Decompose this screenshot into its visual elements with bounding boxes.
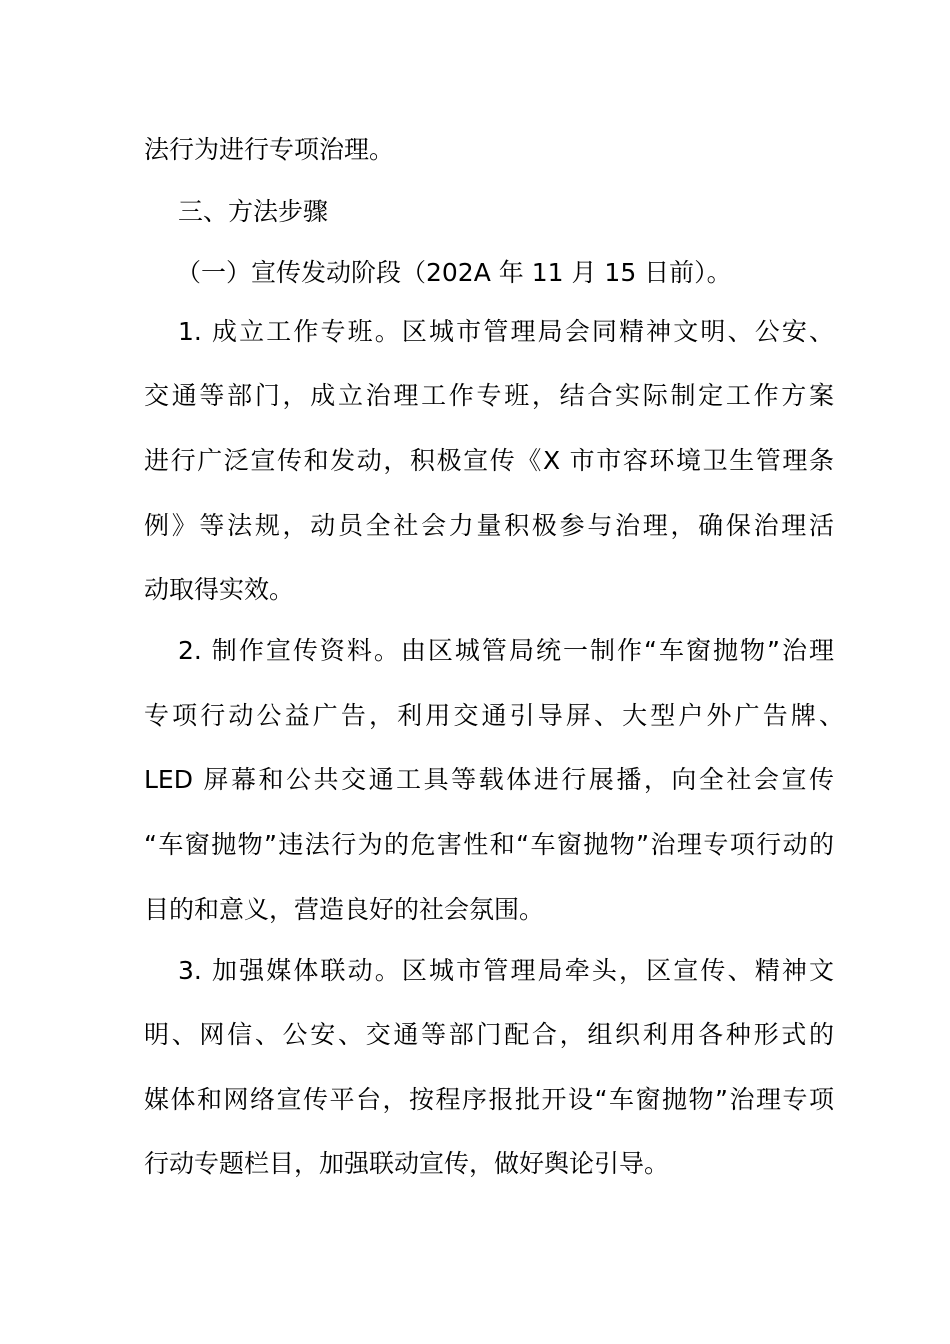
text-line: 3. 加强媒体联动。区城市管理局牵头，区宣传、精神文 — [178, 956, 834, 985]
text-line: 动取得实效。 — [144, 575, 295, 604]
text-line: 行动专题栏目，加强联动宣传，做好舆论引导。 — [144, 1149, 670, 1178]
text-line: 2. 制作宣传资料。由区城管局统一制作“车窗抛物”治理 — [178, 636, 834, 665]
text-line: 明、网信、公安、交通等部门配合，组织利用各种形式的 — [144, 1020, 834, 1049]
text-line: LED 屏幕和公共交通工具等载体进行展播，向全社会宣传 — [144, 765, 834, 794]
text-line: 例》等法规，动员全社会力量积极参与治理，确保治理活 — [144, 511, 834, 540]
text-line: 进行广泛宣传和发动，积极宣传《X 市市容环境卫生管理条 — [144, 446, 834, 475]
text-line: 专项行动公益广告，利用交通引导屏、大型户外广告牌、 — [144, 701, 844, 730]
text-line: 1. 成立工作专班。区城市管理局会同精神文明、公安、 — [178, 317, 834, 346]
section-heading: 三、方法步骤 — [178, 197, 329, 226]
text-line: 交通等部门，成立治理工作专班，结合实际制定工作方案 — [144, 381, 834, 410]
text-line: 媒体和网络宣传平台，按程序报批开设“车窗抛物”治理专项 — [144, 1085, 834, 1114]
text-line: 法行为进行专项治理。 — [144, 135, 395, 164]
text-line: “车窗抛物”违法行为的危害性和“车窗抛物”治理专项行动的 — [144, 830, 834, 859]
text-line: 目的和意义，营造良好的社会氛围。 — [144, 895, 545, 924]
subsection-heading: （一）宣传发动阶段（202A 年 11 月 15 日前）。 — [176, 258, 732, 287]
